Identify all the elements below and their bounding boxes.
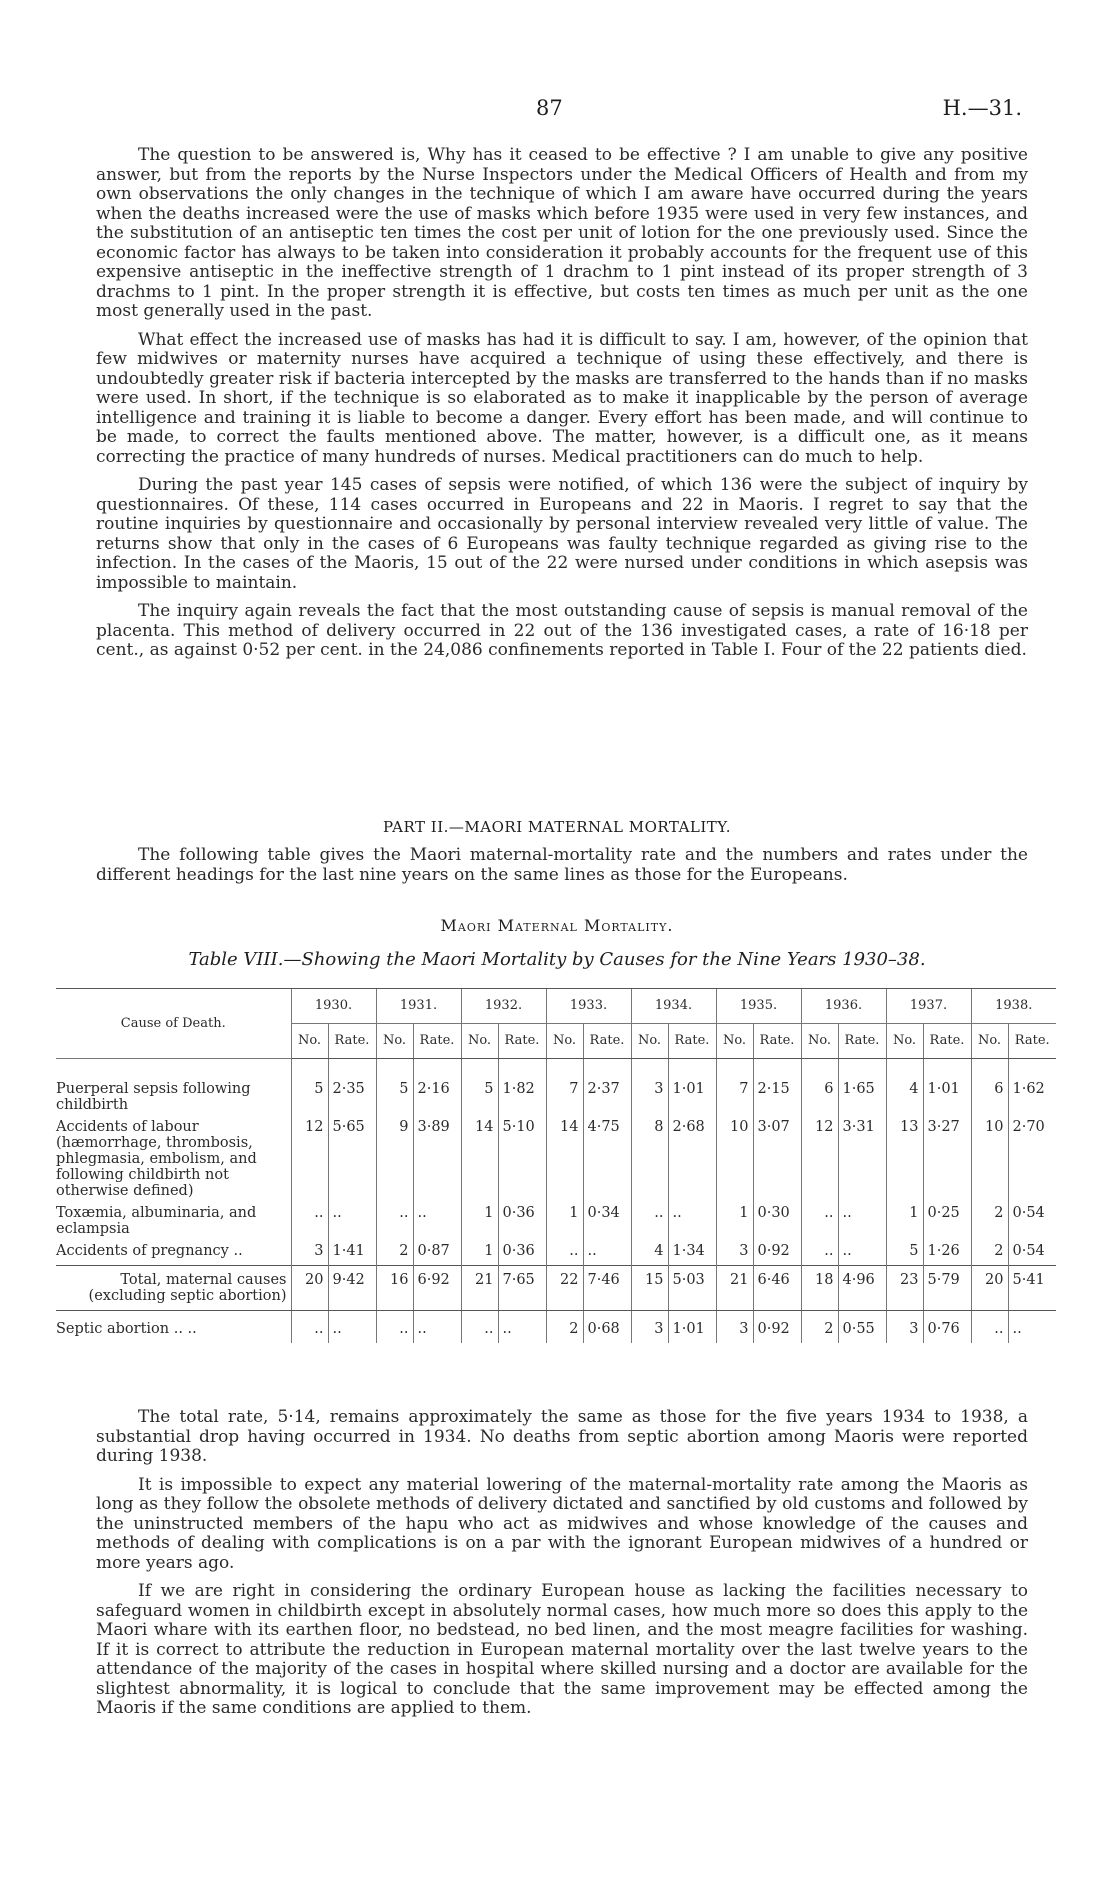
count-cell: 4	[631, 1243, 668, 1266]
rate-cell: ..	[413, 1311, 461, 1344]
rate-cell: 2·68	[668, 1119, 716, 1205]
total-row	[56, 1266, 1056, 1311]
rate-cell: 6·92	[413, 1266, 461, 1311]
year-header: 1937.	[886, 989, 971, 1024]
rate-cell: 0·36	[498, 1205, 546, 1243]
count-cell: 3	[631, 1311, 668, 1344]
no-header: No.	[461, 1024, 498, 1059]
count-cell: 21	[716, 1266, 753, 1311]
count-cell: 5	[376, 1081, 413, 1119]
rate-cell: 7·65	[498, 1266, 546, 1311]
count-cell: 3	[291, 1243, 328, 1266]
section-heading: Maori Maternal Mortality.	[440, 916, 674, 935]
no-header: No.	[291, 1024, 328, 1059]
no-header: No.	[801, 1024, 838, 1059]
year-header: 1931.	[376, 989, 461, 1024]
closing-text	[96, 1408, 1028, 1728]
count-cell: 10	[971, 1119, 1008, 1205]
mortality-table-container	[56, 988, 1056, 1343]
rate-header: Rate.	[668, 1024, 716, 1059]
count-cell: ..	[631, 1205, 668, 1243]
count-cell: 1	[546, 1205, 583, 1243]
count-cell: ..	[801, 1243, 838, 1266]
rate-header: Rate.	[498, 1024, 546, 1059]
count-cell: 5	[461, 1081, 498, 1119]
year-header: 1935.	[716, 989, 801, 1024]
count-cell: ..	[291, 1205, 328, 1243]
count-cell: 4	[886, 1081, 923, 1119]
cause-cell: Accidents of pregnancy ..	[56, 1243, 243, 1259]
cause-cell: Puerperal sepsis following childbirth	[56, 1081, 251, 1113]
rate-cell: 1·62	[1008, 1081, 1056, 1119]
rate-cell: 4·75	[583, 1119, 631, 1205]
paragraph: What effect the increased use of masks has had it is difficult to say. I am, however, of the opinion that few midwives or maternity nurses have acquired a technique of using these effectively, and there is undoubtedly greater risk if bacteria intercepted by the masks are transferred to the hands than if no masks were used. In short, if the technique is so elaborated as to make it inapplicable by the person of average intelligence and training it is liable to become a danger. Every effort has been made, and will continue to be made, to correct the faults mentioned above. The matter, however, is a difficult one, as it means correcting the practice of many hundreds of nurses. Medical practitioners can do much to help.	[96, 329, 1028, 467]
spacer-row	[56, 1059, 1056, 1082]
count-cell: 20	[971, 1266, 1008, 1311]
count-cell: 14	[546, 1119, 583, 1205]
cause-cell: Septic abortion .. ..	[56, 1321, 197, 1337]
rate-cell: 1·01	[668, 1081, 716, 1119]
count-cell: 12	[801, 1119, 838, 1205]
count-cell: 6	[971, 1081, 1008, 1119]
rate-cell: 0·87	[413, 1243, 461, 1266]
rate-cell: 5·41	[1008, 1266, 1056, 1311]
rate-cell: 0·54	[1008, 1205, 1056, 1243]
rate-cell: 7·46	[583, 1266, 631, 1311]
rate-cell: 2·15	[753, 1081, 801, 1119]
rate-cell: 5·03	[668, 1266, 716, 1311]
table-intro-paragraph: The following table gives the Maori maternal-mortality rate and the numbers and rates under the different headings for the last nine years on the same lines as those for the Europeans.	[96, 845, 1028, 885]
rate-header: Rate.	[838, 1024, 886, 1059]
total-label-cell: Total, maternal causes (excluding septic abortion)	[56, 1266, 291, 1311]
count-cell: 15	[631, 1266, 668, 1311]
no-header: No.	[716, 1024, 753, 1059]
table-row	[56, 1311, 1056, 1344]
rate-cell: 1·01	[923, 1081, 971, 1119]
year-header: 1934.	[631, 989, 716, 1024]
opening-text	[96, 146, 1028, 670]
count-cell: ..	[546, 1243, 583, 1266]
rate-cell: 2·16	[413, 1081, 461, 1119]
rate-cell: 0·34	[583, 1205, 631, 1243]
year-header: 1932.	[461, 989, 546, 1024]
paragraph: It is impossible to expect any material lowering of the maternal-mortality rate among the Maoris as long as they follow the obsolete methods of delivery dictated and sanctified by old customs and followed by the uninstructed members of the hapu who act as midwives and whose knowledge of the causes and methods of dealing with complications is on a par with the ignorant European midwives of a hundred or more years ago.	[96, 1474, 1028, 1573]
rate-cell: 9·42	[328, 1266, 376, 1311]
count-cell: 5	[886, 1243, 923, 1266]
table-caption: Table VIII.—Showing the Maori Mortality by Causes for the Nine Years 1930–38.	[188, 949, 926, 970]
count-cell: 2	[376, 1243, 413, 1266]
no-header: No.	[886, 1024, 923, 1059]
rate-cell: ..	[583, 1243, 631, 1266]
rate-cell: 2·70	[1008, 1119, 1056, 1205]
count-cell: 21	[461, 1266, 498, 1311]
document-reference: H.—31.	[942, 96, 1022, 120]
rate-cell: 5·10	[498, 1119, 546, 1205]
count-cell: 2	[971, 1205, 1008, 1243]
rate-cell: 4·96	[838, 1266, 886, 1311]
count-cell: 10	[716, 1119, 753, 1205]
rate-cell: ..	[1008, 1311, 1056, 1344]
rate-cell: 0·54	[1008, 1243, 1056, 1266]
cause-cell: Toxæmia, albuminaria, and eclampsia	[56, 1205, 257, 1237]
rate-cell: ..	[413, 1205, 461, 1243]
no-header: No.	[971, 1024, 1008, 1059]
rate-cell: 5·79	[923, 1266, 971, 1311]
count-cell: 5	[291, 1081, 328, 1119]
count-cell: 16	[376, 1266, 413, 1311]
count-cell: 14	[461, 1119, 498, 1205]
count-cell: ..	[376, 1205, 413, 1243]
cause-cell: Accidents of labour (hæmorrhage, thrombosis, phlegmasia, embolism, and following childbirth not otherwise defined)	[56, 1119, 257, 1199]
rate-cell: 5·65	[328, 1119, 376, 1205]
rate-cell: 3·89	[413, 1119, 461, 1205]
count-cell: 2	[546, 1311, 583, 1344]
count-cell: ..	[461, 1311, 498, 1344]
year-header: 1930.	[291, 989, 376, 1024]
rate-cell: 0·25	[923, 1205, 971, 1243]
rate-cell: 2·35	[328, 1081, 376, 1119]
rate-cell: ..	[838, 1205, 886, 1243]
count-cell: 20	[291, 1266, 328, 1311]
mortality-table	[56, 988, 1056, 1343]
paragraph: The inquiry again reveals the fact that the most outstanding cause of sepsis is manual removal of the placenta. This method of delivery occurred in 22 out of the 136 investigated cases, a rate of 16·18 per cent., as against 0·52 per cent. in the 24,086 confinements reported in Table I. Four of the 22 patients died.	[96, 601, 1028, 660]
no-header: No.	[631, 1024, 668, 1059]
year-header: 1936.	[801, 989, 886, 1024]
rate-cell: 3·31	[838, 1119, 886, 1205]
part-heading: PART II.—MAORI MATERNAL MORTALITY.	[382, 818, 732, 836]
table-row	[56, 1205, 1056, 1243]
rate-cell: 0·92	[753, 1243, 801, 1266]
count-cell: 6	[801, 1081, 838, 1119]
rate-cell: 1·26	[923, 1243, 971, 1266]
count-cell: 1	[461, 1243, 498, 1266]
rate-header: Rate.	[413, 1024, 461, 1059]
count-cell: 23	[886, 1266, 923, 1311]
paragraph: The total rate, 5·14, remains approximately the same as those for the five years 1934 to 1938, a substantial drop having occurred in 1934. No deaths from septic abortion among Maoris were reported during 1938.	[96, 1407, 1028, 1466]
count-cell: 9	[376, 1119, 413, 1205]
cause-column-header: Cause of Death.	[56, 989, 291, 1059]
page-header	[0, 96, 1114, 126]
no-header: No.	[546, 1024, 583, 1059]
rate-header: Rate.	[753, 1024, 801, 1059]
rate-cell: ..	[498, 1311, 546, 1344]
count-cell: 7	[716, 1081, 753, 1119]
count-cell: ..	[971, 1311, 1008, 1344]
table-row	[56, 1243, 1056, 1266]
rate-header: Rate.	[923, 1024, 971, 1059]
rate-cell: ..	[328, 1205, 376, 1243]
count-cell: 3	[631, 1081, 668, 1119]
count-cell: 7	[546, 1081, 583, 1119]
count-cell: 12	[291, 1119, 328, 1205]
rate-cell: 1·34	[668, 1243, 716, 1266]
rate-header: Rate.	[328, 1024, 376, 1059]
rate-header: Rate.	[1008, 1024, 1056, 1059]
year-header-row	[56, 989, 1056, 1024]
count-cell: 3	[886, 1311, 923, 1344]
rate-cell: 1·01	[668, 1311, 716, 1344]
count-cell: 2	[971, 1243, 1008, 1266]
paragraph: The question to be answered is, Why has it ceased to be effective ? I am unable to give any positive answer, but from the reports by the Nurse Inspectors under the Medical Officers of Health and from my own observations the only changes in the technique of which I am aware have occurred during the years when the deaths increased were the use of masks which before 1935 were used in very few instances, and the substitution of an antiseptic ten times the cost per unit of lotion for the one previously used. Since the economic factor has always to be taken into consideration it probably accounts for the frequent use of this expensive antiseptic in the ineffective strength of 1 drachm to 1 pint instead of its proper strength of 3 drachms to 1 pint. In the proper strength it is effective, but costs ten times as much per unit as the one most generally used in the past.	[96, 145, 1028, 321]
no-header: No.	[376, 1024, 413, 1059]
rate-cell: ..	[328, 1311, 376, 1344]
rate-header: Rate.	[583, 1024, 631, 1059]
rate-cell: 1·82	[498, 1081, 546, 1119]
count-cell: 1	[886, 1205, 923, 1243]
rate-cell: 2·37	[583, 1081, 631, 1119]
table-row	[56, 1081, 1056, 1119]
count-cell: 3	[716, 1243, 753, 1266]
count-cell: ..	[801, 1205, 838, 1243]
rate-cell: 3·07	[753, 1119, 801, 1205]
paragraph: If we are right in considering the ordinary European house as lacking the facilities necessary to safeguard women in childbirth except in absolutely normal cases, how much more so does this apply to the Maori whare with its earthen floor, no bedstead, no bed linen, and the most meagre facilities for washing. If it is correct to attribute the reduction in European maternal mortality over the last twelve years to the attendance of the majority of the cases in hospital where skilled nursing and a doctor are available for the slightest abnormality, it is logical to conclude that the same improvement may be effected among the Maoris if the same conditions are applied to them.	[96, 1581, 1028, 1718]
table-intro-block	[96, 846, 1028, 894]
rate-cell: 0·92	[753, 1311, 801, 1344]
count-cell: 22	[546, 1266, 583, 1311]
count-cell: 1	[461, 1205, 498, 1243]
page-number: 87	[536, 96, 563, 120]
year-header: 1938.	[971, 989, 1056, 1024]
rate-cell: 0·55	[838, 1311, 886, 1344]
rate-cell: 6·46	[753, 1266, 801, 1311]
count-cell: 13	[886, 1119, 923, 1205]
rate-cell: 0·36	[498, 1243, 546, 1266]
count-cell: 18	[801, 1266, 838, 1311]
rate-cell: 1·41	[328, 1243, 376, 1266]
rate-cell: 0·30	[753, 1205, 801, 1243]
rate-cell: ..	[838, 1243, 886, 1266]
count-cell: ..	[376, 1311, 413, 1344]
rate-cell: 1·65	[838, 1081, 886, 1119]
count-cell: 8	[631, 1119, 668, 1205]
year-header: 1933.	[546, 989, 631, 1024]
count-cell: 2	[801, 1311, 838, 1344]
count-cell: ..	[291, 1311, 328, 1344]
rate-cell: 0·68	[583, 1311, 631, 1344]
rate-cell: 0·76	[923, 1311, 971, 1344]
count-cell: 1	[716, 1205, 753, 1243]
count-cell: 3	[716, 1311, 753, 1344]
paragraph: During the past year 145 cases of sepsis were notified, of which 136 were the subject of inquiry by questionnaires. Of these, 114 cases occurred in Europeans and 22 in Maoris. I regret to say that the routine inquiries by questionnaire and occasionally by personal interview revealed very little of value. The returns show that only in the cases of 6 Europeans was faulty technique regarded as giving rise to the infection. In the cases of the Maoris, 15 out of the 22 were nursed under conditions in which asepsis was impossible to maintain.	[96, 475, 1028, 593]
rate-cell: ..	[668, 1205, 716, 1243]
rate-cell: 3·27	[923, 1119, 971, 1205]
table-row	[56, 1119, 1056, 1205]
